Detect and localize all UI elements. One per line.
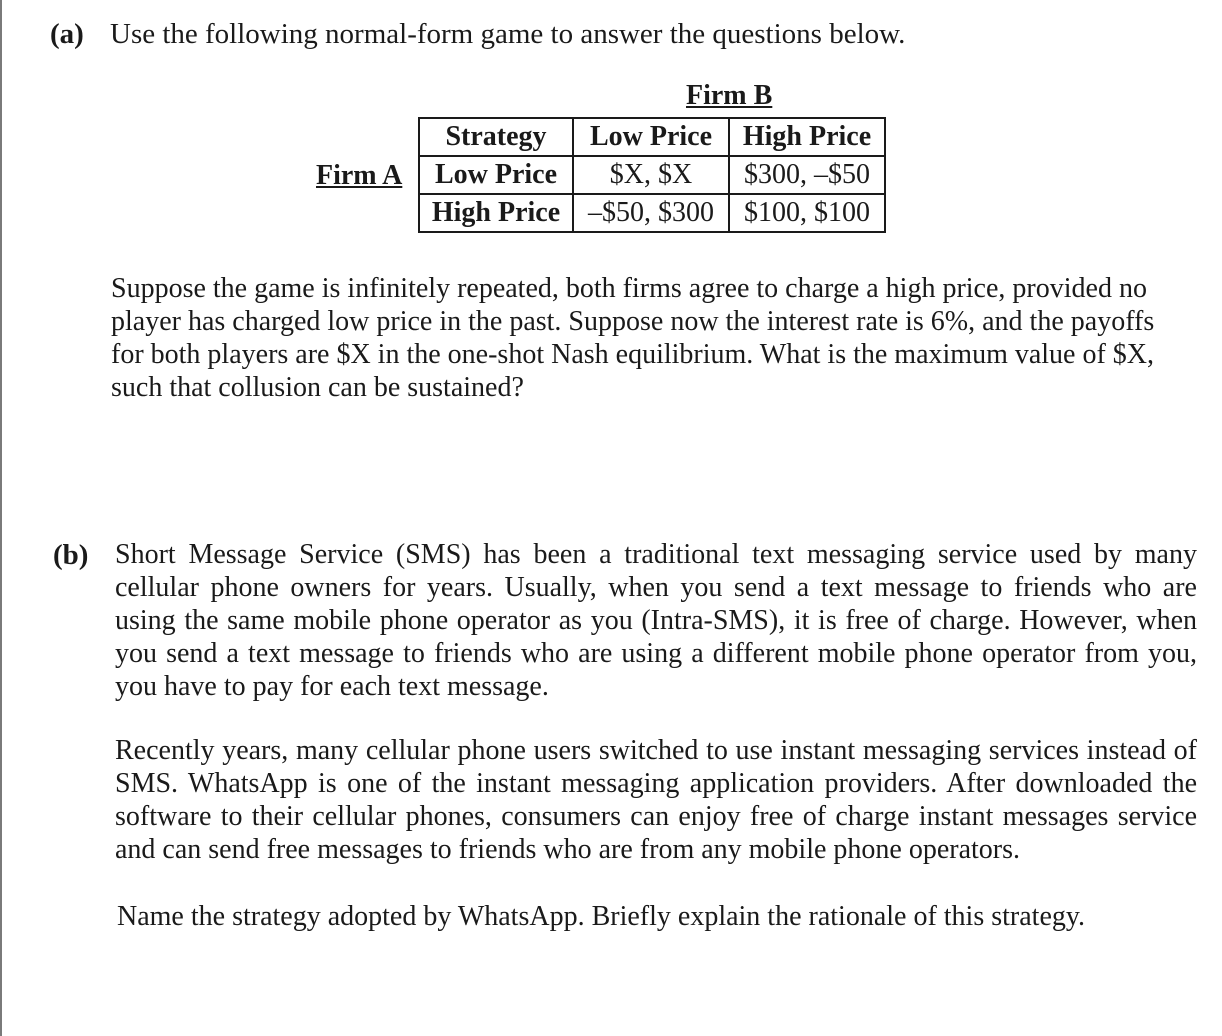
row-label-low-price: Low Price (419, 156, 573, 194)
part-b-paragraph-1: Short Message Service (SMS) has been a traditional text messaging service used by many cellular phone owners for years. Usually, when you send a text message to friends who are using the same mobile phone operator as you (Intra-SMS), it is free of charge. However, when you send a text message to friends who are using a different mobile phone operator from you, you have to pay for each text message. (115, 539, 1197, 702)
table-row (419, 156, 885, 194)
payoff-cell: –$50, $300 (573, 194, 729, 232)
part-b-question: Name the strategy adopted by WhatsApp. Briefly explain the rationale of this strategy. (117, 901, 1086, 932)
header-cell-high-price: High Price (729, 118, 885, 156)
payoff-cell: $X, $X (573, 156, 729, 194)
header-cell-low-price: Low Price (573, 118, 729, 156)
table-row (419, 194, 885, 232)
payoff-table (418, 117, 886, 233)
row-label-high-price: High Price (419, 194, 573, 232)
part-a-label: (a) (50, 18, 84, 50)
payoff-cell: $300, –$50 (729, 156, 885, 194)
firm-b-label: Firm B (686, 80, 773, 111)
part-b-paragraph-2: Recently years, many cellular phone users switched to use instant messaging services instead of SMS. WhatsApp is one of the instant messaging application providers. After downloaded the software to their cellular phones, consumers can enjoy free of charge instant messages service and can send free messages to friends who are from any mobile phone operators. (115, 735, 1197, 865)
table-header-row (419, 118, 885, 156)
part-a-intro: Use the following normal-form game to answer the questions below. (110, 18, 906, 50)
payoff-cell: $100, $100 (729, 194, 885, 232)
header-cell-strategy: Strategy (419, 118, 573, 156)
part-b-label: (b) (53, 539, 89, 571)
page-edge (0, 0, 2, 1036)
part-a-question: Suppose the game is infinitely repeated, both firms agree to charge a high price, provided no player has charged low price in the past. Suppose now the interest rate is 6%, and the payoffs for both players are $X in the one-shot Nash equilibrium. What is the maximum value of $X, such that collusion can be sustained? (111, 273, 1155, 403)
firm-a-label: Firm A (316, 160, 403, 191)
